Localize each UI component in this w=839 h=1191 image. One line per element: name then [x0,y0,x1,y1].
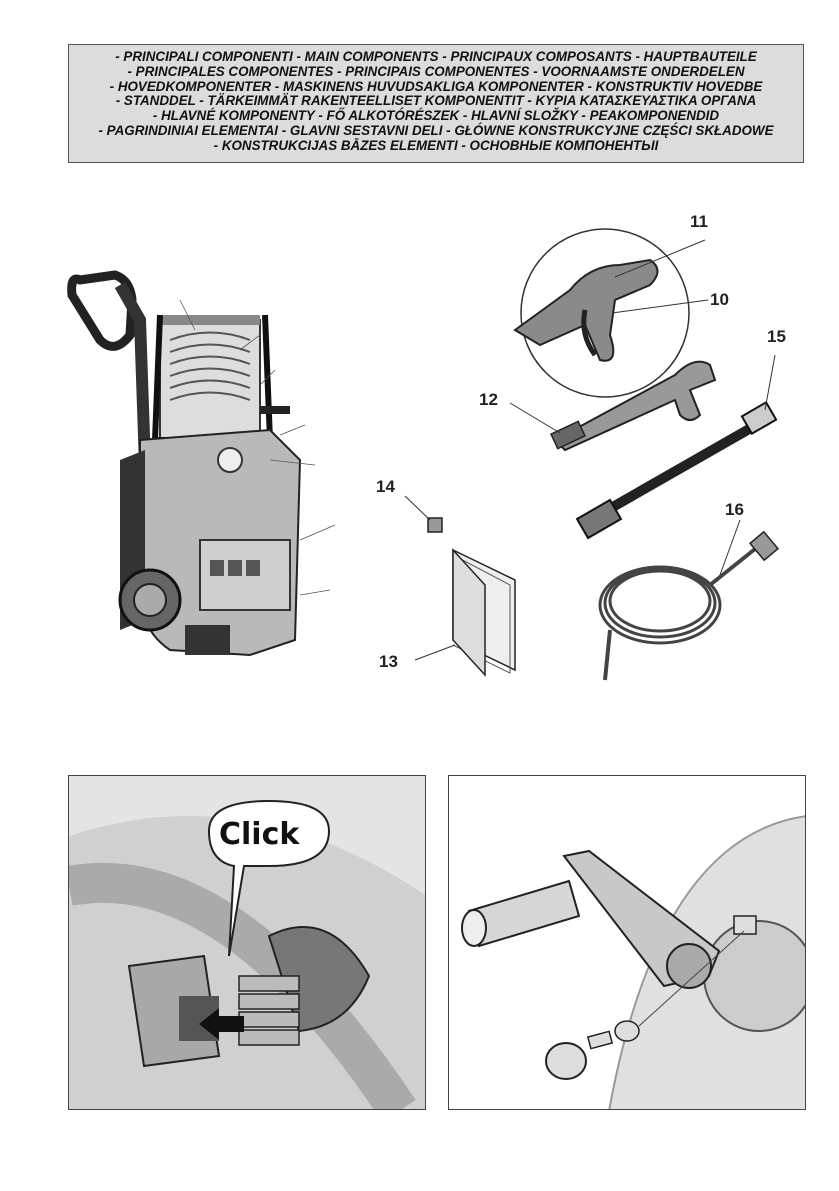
callout-14: 14 [376,477,395,496]
callout-10: 10 [710,290,729,309]
callout-13: 13 [379,652,398,671]
nozzle-illustration [370,470,460,540]
instruction-manual-illustration [375,545,525,680]
pressure-washer-illustration [60,260,350,680]
callout-15: 15 [767,327,786,346]
header-line-2: - PRINCIPALES COMPONENTES - PRINCIPAIS COMPONENTES - VOORNAAMSTE ONDERDELEN [127,63,745,79]
header-line-4: - STANDDEL - TÄRKEIMMÄT RAKENTEELLISET KOMPONENTIT - ΚΥΡΙΑ ΚΑΤΑΣΚΕΥΑΣΤΙΚΑ ΟΡΓΑΝΑ [115,93,757,109]
header-line-7: - KONSTRUKCIJAS BĀZES ELEMENTI - ОСНОВНЫЕ КОМПОНЕНТЫI [213,137,659,153]
click-bubble-text: Click [219,817,300,852]
click-connection-panel [68,775,426,1110]
reel-crank-assembly-illustration [449,776,806,1110]
header-line-3: - HOVEDKOMPONENTER - MASKINENS HUVUDSAKLIGA KOMPONENTER - KONSTRUKTIV HOVEDBE [109,78,763,94]
click-connection-illustration [69,776,426,1110]
header-line-6: - PAGRINDINIAI ELEMENTAI - GLAVNI SESTAVNI DELI - GŁÓWNE KONSTRUKCYJNE CZĘŚCI SKŁADOWE [98,122,774,138]
callout-12: 12 [479,390,498,409]
header-title-box [68,44,804,163]
coiled-hose-illustration [590,495,790,690]
reel-crank-panel [448,775,806,1110]
header-line-1: - PRINCIPALI COMPONENTI - MAIN COMPONENTS - PRINCIPAUX COMPOSANTS - HAUPTBAUTEILE [115,49,757,64]
callout-16: 16 [725,500,744,519]
header-line-5: - HLAVNÉ KOMPONENTY - FŐ ALKOTÓRÉSZEK - HLAVNÍ SLOŽKY - PEAKOMPONENDID [152,108,720,124]
callout-11: 11 [690,215,708,231]
